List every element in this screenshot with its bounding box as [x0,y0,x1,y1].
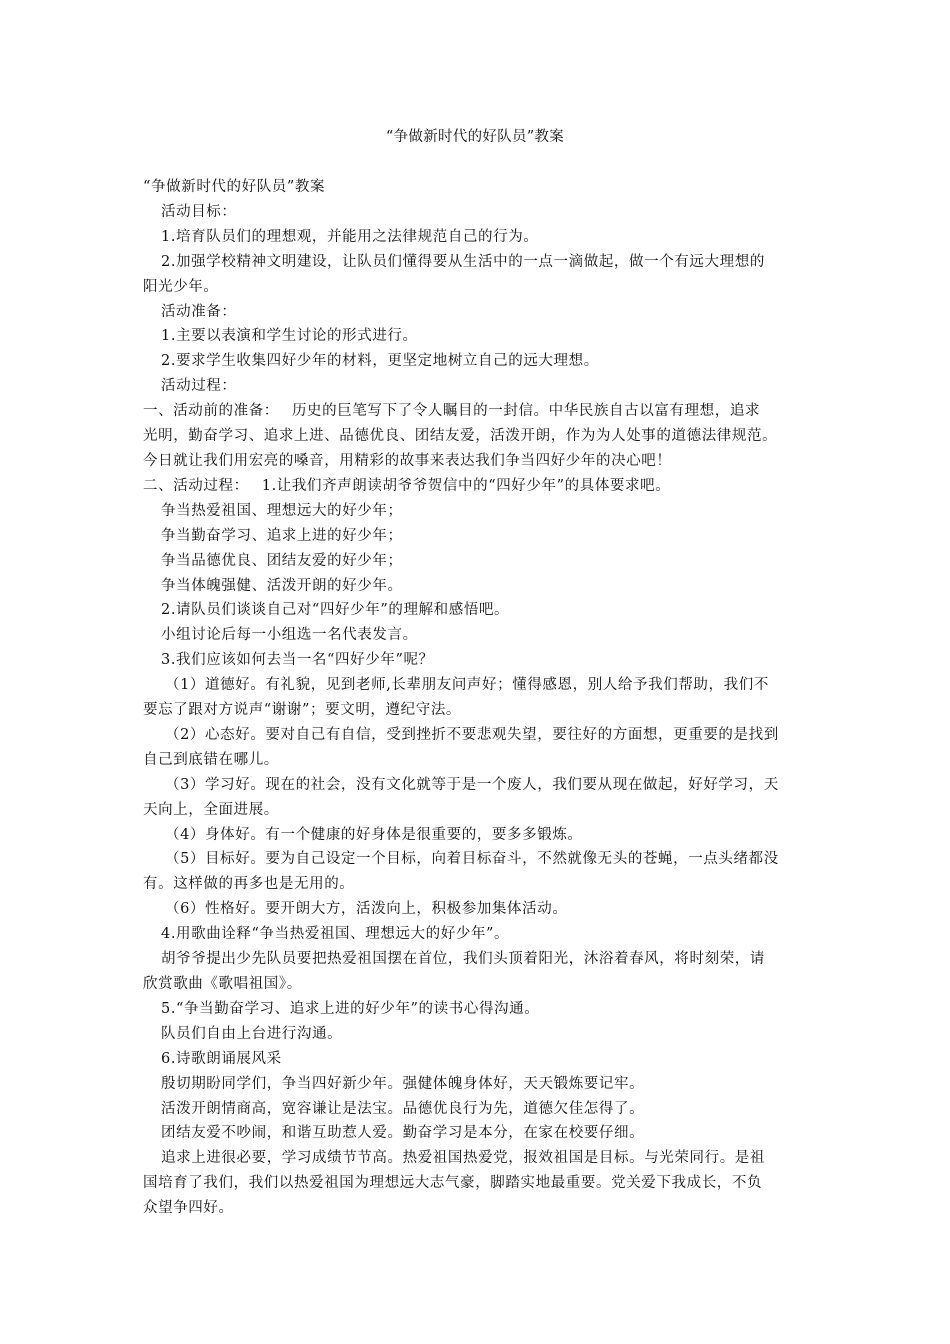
body-line: 争当热爱祖国、理想远大的好少年； [161,502,403,519]
body-line: 1.主要以表演和学生讨论的形式进行。 [161,328,418,345]
body-line: 二、活动过程： 1.让我们齐声朗读胡爷爷贺信中的“四好少年”的具体要求吧。 [143,477,671,494]
body-line: 争当体魄强健、活泼开朗的好少年。 [161,577,403,594]
body-line: （4）身体好。有一个健康的好身体是很重要的，要多多锻炼。 [165,826,583,843]
body-line: 争当品德优良、团结友爱的好少年； [161,552,403,569]
body-line: 国培育了我们，我们以热爱祖国为理想远大志气豪，脚踏实地最重要。党关爱下我成长，不负 [143,1175,763,1192]
body-line: 6.诗歌朗诵展风采 [161,1050,282,1067]
body-line: 争当勤奋学习、追求上进的好少年； [161,527,403,544]
body-line: “争做新时代的好队员”教案 [143,179,326,195]
body-line: 2.请队员们谈谈自己对“四好少年”的理解和感悟吧。 [161,602,510,619]
body-line: （5）目标好。要为自己设定一个目标，向着目标奋斗，不然就像无头的苍蝇，一点头绪都没 [165,851,779,868]
body-line: 2.加强学校精神文明建设，让队员们懂得要从生活中的一点一滴做起，做一个有远大理想的 [161,253,765,270]
body-line: 活动过程： [161,378,237,395]
body-line: 4.用歌曲诠释“争当热爱祖国、理想远大的好少年”。 [161,926,510,943]
body-line: 3.我们应该如何去当一名“四好少年”呢？ [161,652,434,669]
body-line: 2.要求学生收集四好少年的材料，更坚定地树立自己的远大理想。 [161,353,599,370]
body-line: 欣赏歌曲《歌唱祖国》。 [143,976,302,992]
document-title: “争做新时代的好队员”教案 [385,129,565,145]
body-line: 团结友爱不吵闹，和谐互助惹人爱。勤奋学习是本分，在家在校要仔细。 [161,1125,645,1142]
document-body [143,175,811,1221]
body-line: 活动目标： [161,203,237,220]
body-line: 有。这样做的再多也是无用的。 [143,876,355,893]
body-line: 1.培育队员们的理想观，并能用之法律规范自己的行为。 [161,228,539,245]
body-line: 5.“争当勤奋学习、追求上进的好少年”的读书心得沟通。 [161,1000,540,1017]
body-line: 队员们自由上台进行沟通。 [161,1025,343,1042]
body-line: （3）学习好。现在的社会，没有文化就等于是一个废人，我们要从现在做起，好好学习，天 [165,776,779,793]
body-line: 阳光少年。 [143,278,219,295]
body-line: （1）道德好。有礼貌，见到老师,长辈朋友问声好；懂得感恩，别人给予我们帮助，我们不 [165,677,769,694]
body-line: （2）心态好。要对自己有自信，受到挫折不要悲观失望，要往好的方面想，更重要的是找到 [165,726,779,743]
body-line: 自己到底错在哪儿。 [143,751,279,768]
body-line: 小组讨论后每一小组选一名代表发言。 [161,627,418,644]
body-line: 活动准备： [161,303,237,320]
body-line: 胡爷爷提出少先队员要把热爱祖国摆在首位，我们头顶着阳光，沐浴着春风，将时刻荣，请 [161,951,765,968]
body-line: 殷切期盼同学们，争当四好新少年。强健体魄身体好，天天锻炼要记牢。 [161,1075,645,1092]
body-line: （6）性格好。要开朗大方，活泼向上，积极参加集体活动。 [165,901,568,918]
body-line: 今日就让我们用宏亮的嗓音，用精彩的故事来表达我们争当四好少年的决心吧！ [143,452,672,469]
body-line: 天向上，全面进展。 [143,801,279,818]
body-line: 光明，勤奋学习、追求上进、品德优良、团结友爱，活泼开朗，作为为人处事的道德法律规范。 [143,428,778,445]
body-line: 要忘了跟对方说声“谢谢”；要文明，遵纪守法。 [143,702,462,719]
body-line: 追求上进很必要，学习成绩节节高。热爱祖国热爱党，报效祖国是目标。与光荣同行。是祖 [161,1150,765,1167]
body-line: 一、活动前的准备： 历史的巨笔写下了令人瞩目的一封信。中华民族自古以富有理想，追求 [143,403,761,420]
body-line: 活泼开朗情商高，宽容谦让是法宝。品德优良行为先，道德欠佳怎得了。 [161,1100,645,1117]
body-line: 众望争四好。 [143,1200,234,1217]
